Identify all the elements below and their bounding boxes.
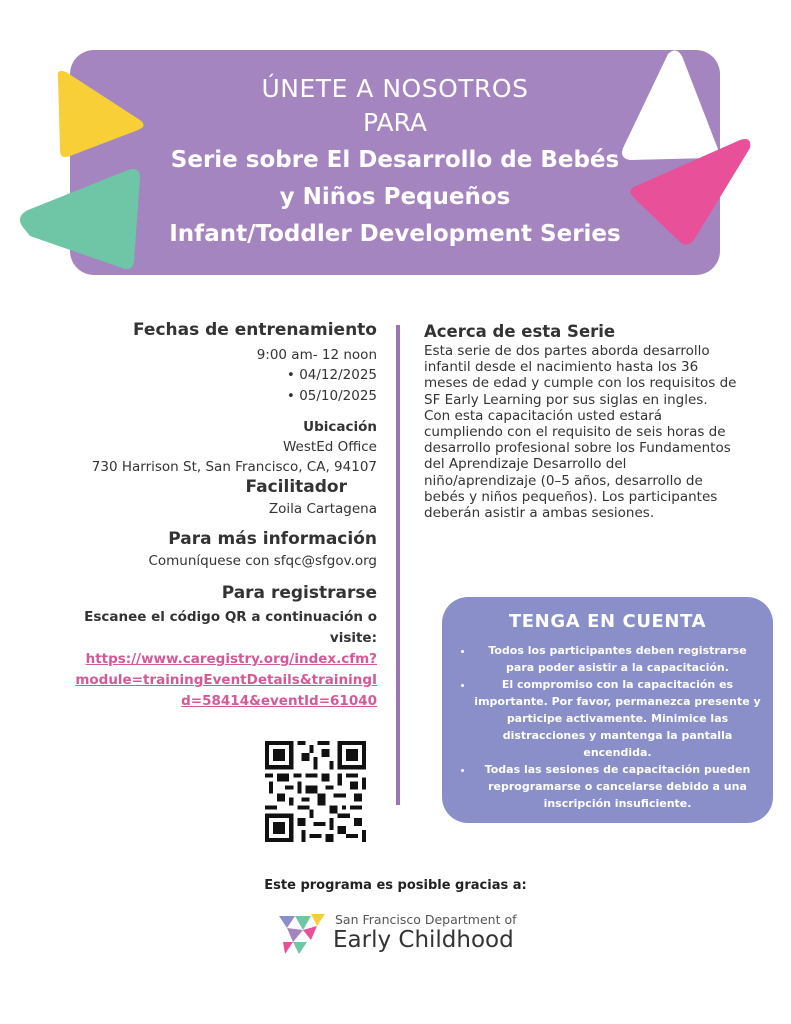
about-line: del Aprendizaje Desarrollo del bbox=[424, 456, 627, 473]
about-line: Esta serie de dos partes aborda desarrollo bbox=[424, 343, 710, 359]
register-link-2[interactable]: module=trainingEventDetails&trainingI bbox=[75, 672, 377, 688]
training-date-2: • 05/10/2025 bbox=[286, 388, 377, 404]
training-dates-heading: Fechas de entrenamiento bbox=[133, 320, 377, 340]
note-item: • Todas las sesiones de capacitación pueden reprogramarse o cancelarse debido a una inscripción insuficiente. bbox=[474, 761, 761, 812]
banner-join-us: ÚNETE A NOSOTROS bbox=[261, 74, 529, 103]
location-name: WestEd Office bbox=[283, 439, 377, 455]
qr-code-icon[interactable] bbox=[265, 741, 366, 842]
about-line: meses de edad y cumple con los requisitos de bbox=[424, 375, 737, 392]
note-item: • El compromiso con la capacitación es importante. Por favor, permanezca presente y participe activamente. Minimice las distracciones y mantenga la pantalla encendida. bbox=[474, 676, 761, 761]
about-line: SF Early Learning por sus siglas en ingles. bbox=[424, 391, 708, 408]
about-line: niño/aprendizaje (0–5 años, desarrollo de bbox=[424, 472, 703, 489]
banner-title-line-3: Infant/Toddler Development Series bbox=[169, 221, 621, 247]
register-link-3[interactable]: d=58414&eventId=61040 bbox=[181, 693, 377, 709]
banner-title-line-1: Serie sobre El Desarrollo de Bebés bbox=[170, 147, 620, 173]
about-section bbox=[424, 322, 764, 521]
left-column bbox=[37, 320, 377, 712]
banner-text bbox=[70, 60, 720, 253]
location-address: 730 Harrison St, San Francisco, CA, 94107 bbox=[91, 459, 377, 475]
note-heading: TENGA EN CUENTA bbox=[508, 611, 707, 632]
sf-dec-logo-icon bbox=[277, 912, 329, 957]
about-line: desarrollo profesional sobre los Fundamentos bbox=[424, 440, 731, 457]
location-heading: Ubicación bbox=[303, 419, 377, 435]
about-line: Con esta capacitación usted estará bbox=[424, 407, 663, 424]
sf-dec-logo bbox=[277, 912, 537, 957]
training-date-1: • 04/12/2025 bbox=[286, 367, 377, 383]
note-item: • Todos los participantes deben registrarse para poder asistir a la capacitación. bbox=[474, 642, 761, 676]
register-instructions-2: visite: bbox=[329, 630, 377, 646]
column-divider bbox=[396, 325, 400, 805]
note-list bbox=[454, 642, 761, 812]
training-time: 9:00 am- 12 noon bbox=[256, 347, 377, 363]
about-line: cumpliendo con el requisito de seis horas de bbox=[424, 424, 726, 441]
footer-text: Este programa es posible gracias a: bbox=[264, 878, 527, 893]
about-line: bebés y niños pequeños). Los participantes bbox=[424, 488, 718, 505]
register-heading: Para registrarse bbox=[221, 583, 377, 603]
about-line: deberán asistir a ambas sesiones. bbox=[424, 505, 655, 522]
logo-bottom-text: Early Childhood bbox=[333, 927, 514, 953]
facilitator-heading: Facilitador bbox=[245, 477, 347, 497]
register-link-1[interactable]: https://www.caregistry.org/index.cfm? bbox=[85, 651, 377, 667]
more-info-heading: Para más información bbox=[168, 529, 377, 549]
logo-top-text: San Francisco Department of bbox=[335, 912, 517, 927]
banner-title-line-2: y Niños Pequeños bbox=[279, 184, 511, 210]
bullet-icon: • bbox=[286, 367, 300, 383]
register-instructions-1: Escanee el código QR a continuación o bbox=[84, 609, 377, 625]
about-heading: Acerca de esta Serie bbox=[424, 322, 616, 341]
banner-para: PARA bbox=[362, 108, 428, 137]
note-box bbox=[442, 597, 773, 823]
more-info-text: Comuníquese con sfqc@sfgov.org bbox=[148, 553, 377, 569]
bullet-icon: • bbox=[286, 388, 300, 404]
facilitator-name: Zoila Cartagena bbox=[268, 501, 377, 517]
about-line: infantil desde el nacimiento hasta los 36 bbox=[424, 359, 699, 376]
